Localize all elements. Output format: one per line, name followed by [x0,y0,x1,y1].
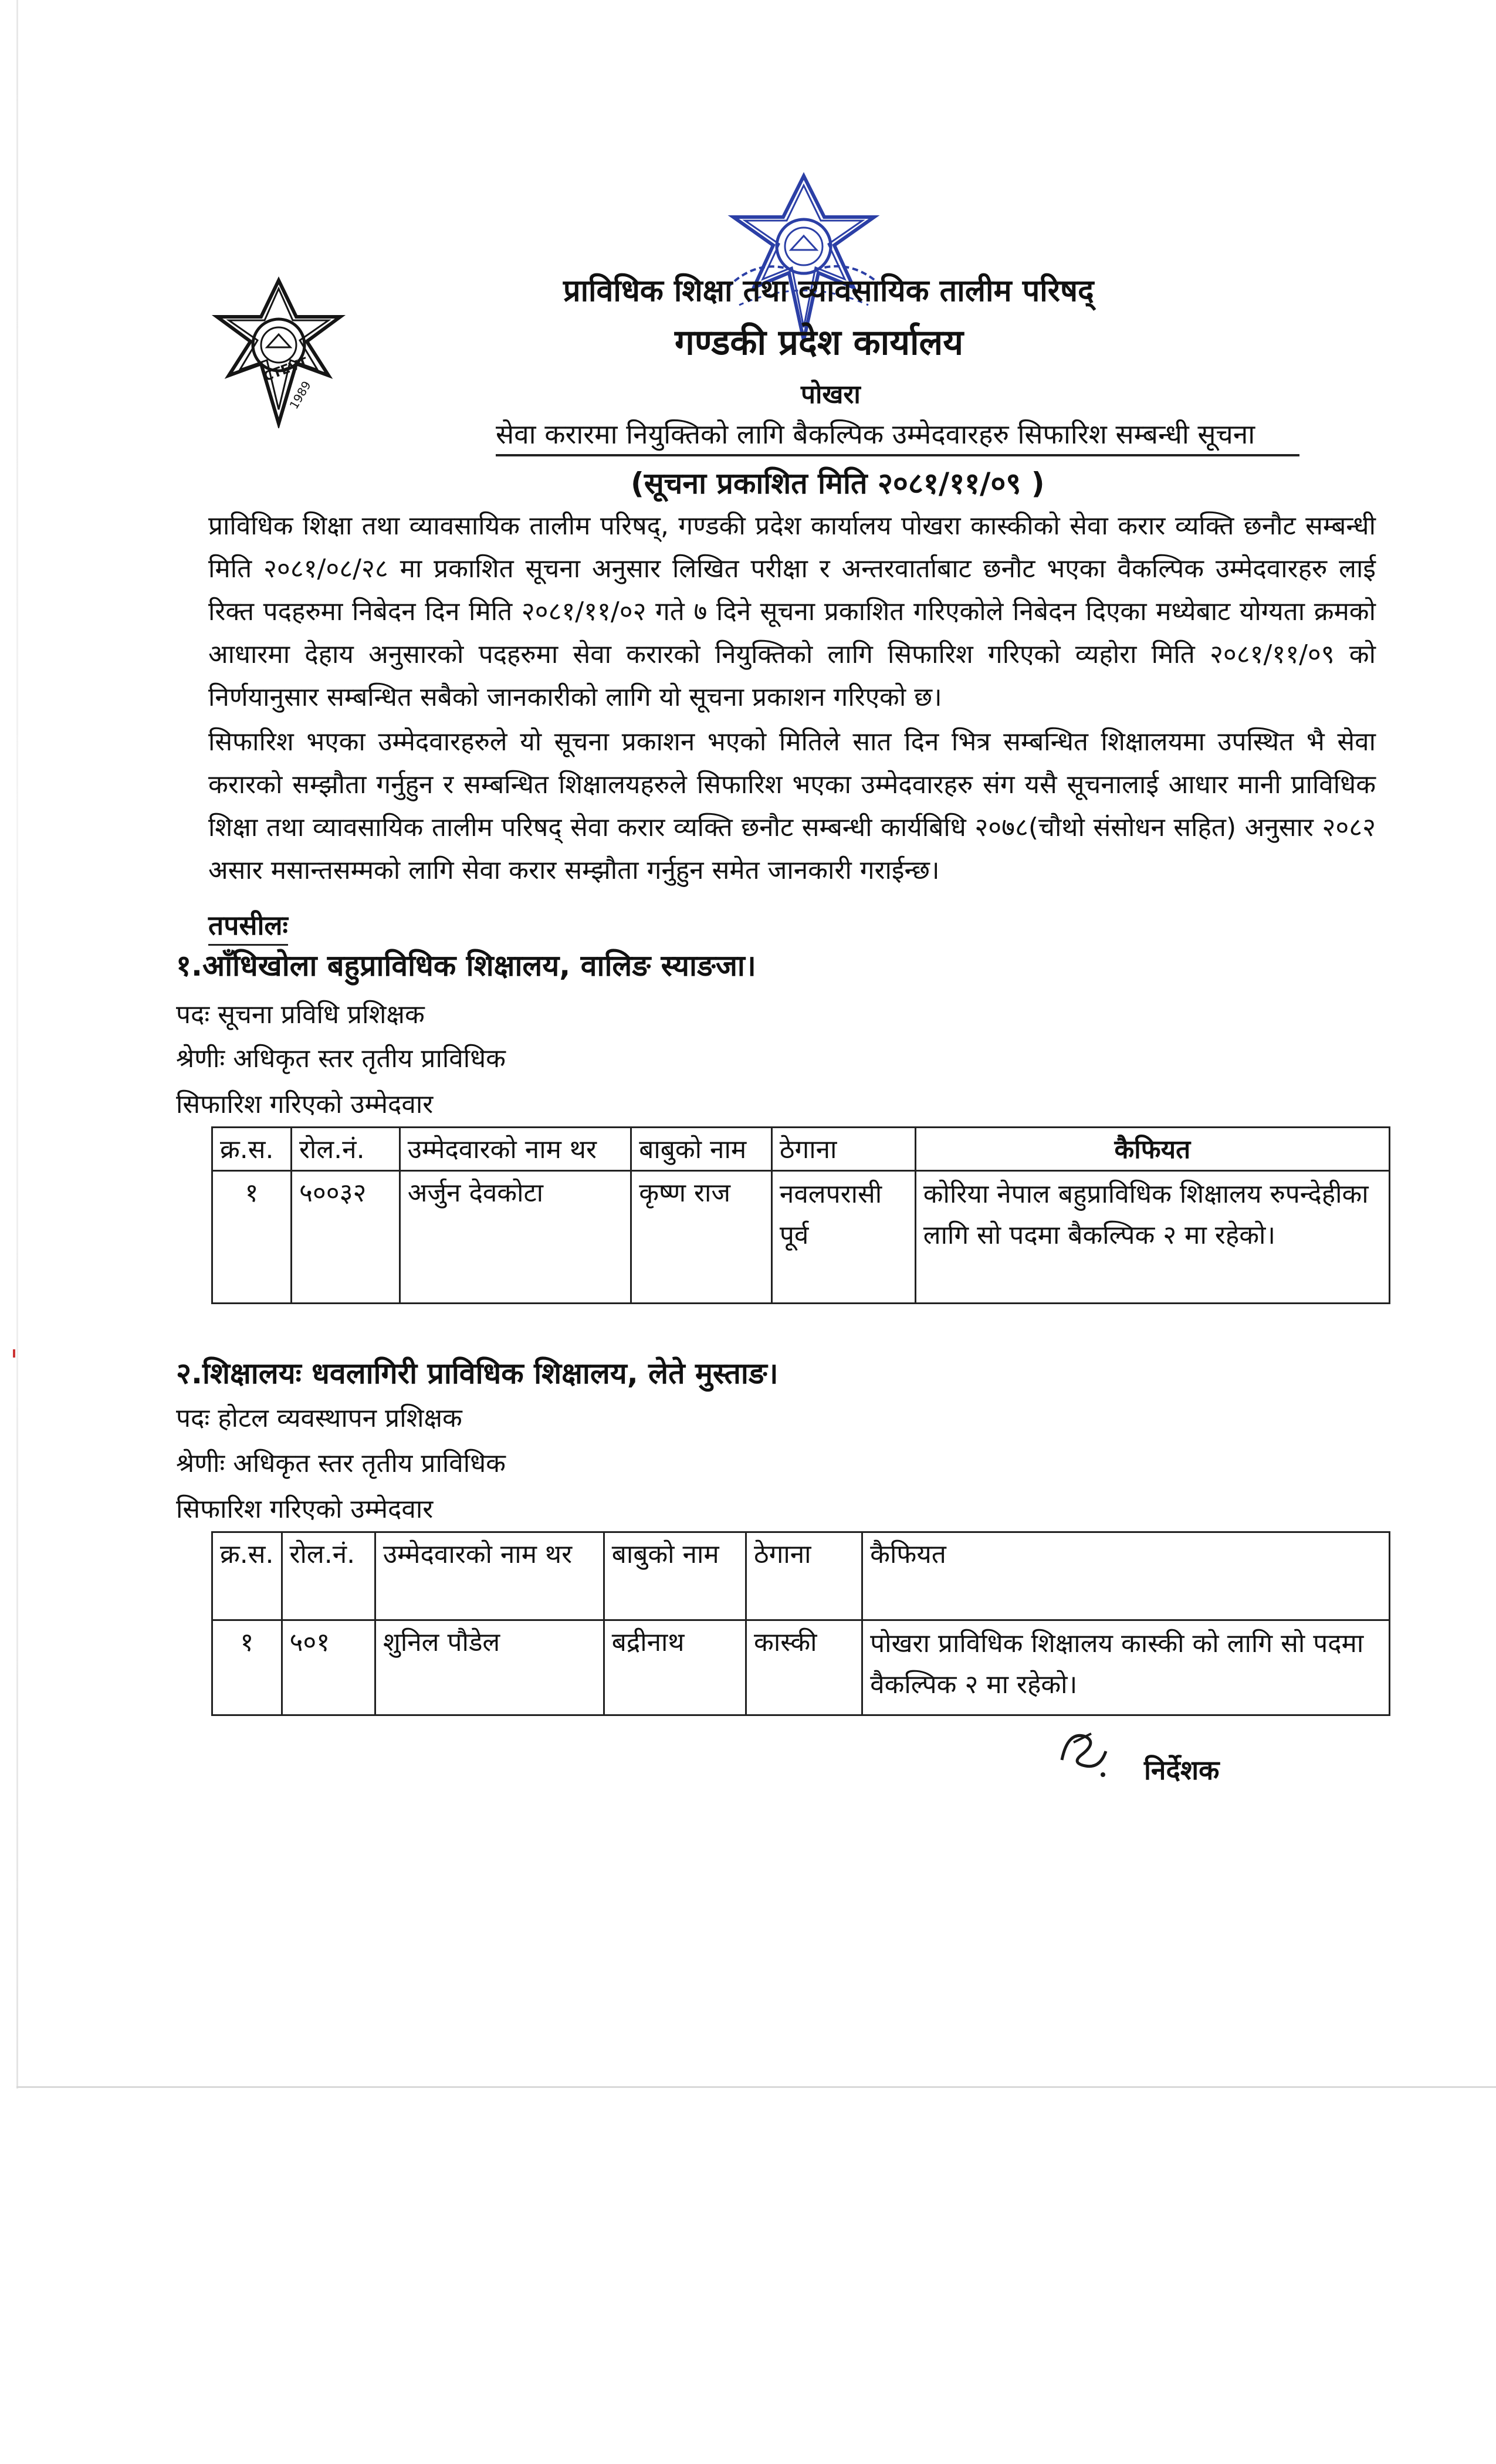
scan-speck [13,1349,15,1358]
cell-sn: १ [212,1620,282,1715]
column-header: कैफियत [915,1128,1389,1171]
scan-edge-bottom [16,2086,1496,2088]
table-row [212,1171,1390,1304]
cell-roll: ५००३२ [291,1171,400,1304]
column-header: क्र.स. [212,1128,292,1171]
table-row [212,1620,1390,1715]
column-header: ठेगाना [771,1128,915,1171]
signature-mark-icon [1050,1719,1115,1783]
column-header: रोल.नं. [282,1532,375,1620]
section-2-heading: २.शिक्षालयः धवलागिरी प्राविधिक शिक्षालय, लेते मुस्ताङ। [176,1356,779,1390]
section-2-table [211,1531,1390,1716]
section-1-table [211,1126,1390,1304]
cell-remarks: कोरिया नेपाल बहुप्राविधिक शिक्षालय रुपन्देहीका लागि सो पदमा बैकल्पिक २ मा रहेको। [915,1171,1389,1304]
body-paragraph-2: सिफारिश भएका उम्मेदवारहरुले यो सूचना प्रकाशन भएको मितिले सात दिन भित्र सम्बन्धित शिक्षालयमा उपस्थित भै सेवा करारको सम्झौता गर्नुहुन र सम्बन्धित शिक्षालयहरुले सिफारिश भएका उम्मेदवारहरु संग यसै सूचनालाई आधार मानी प्राविधिक शिक्षा तथा व्यावसायिक तालीम परिषद् सेवा करार व्यक्ति छनौट सम्बन्धी कार्यबिधि २०७८(चौथो संसोधन सहित) अनुसार २०८२ असार मसान्तसम्मको लागि सेवा करार सम्झौता गर्नुहुन समेत जानकारी गराईन्छ। [208,727,1376,885]
cell-roll: ५०१ [282,1620,375,1715]
column-header: उम्मेदवारको नाम थर [375,1532,604,1620]
table-header-row [212,1532,1390,1620]
section-2-level: श्रेणीः अधिकृत स्तर तृतीय प्राविधिक [176,1448,506,1478]
cell-name: शुनिल पौडेल [375,1620,604,1715]
column-header: बाबुको नाम [631,1128,772,1171]
column-header: क्र.स. [212,1532,282,1620]
section-1-post: पदः सूचना प्रविधि प्रशिक्षक [176,1000,425,1030]
section-2-post: पदः होटल व्यवस्थापन प्रशिक्षक [176,1403,462,1433]
cell-sn: १ [212,1171,292,1304]
section-1-level: श्रेणीः अधिकृत स्तर तृतीय प्राविधिक [176,1044,506,1074]
seal-left-text: CTEVT [262,355,310,385]
office-name: गण्डकी प्रदेश कार्यालय [675,322,964,363]
column-header: बाबुको नाम [604,1532,746,1620]
cell-father: बद्रीनाथ [604,1620,746,1715]
body-paragraph-1: प्राविधिक शिक्षा तथा व्यावसायिक तालीम परिषद्, गण्डकी प्रदेश कार्यालय पोखरा कास्कीको सेवा करार व्यक्ति छनौट सम्बन्धी मिति २०८१/०८/२८ मा प्रकाशित सूचना अनुसार लिखित परीक्षा र अन्तरवार्ताबाट छनौट भएका वैकल्पिक उम्मेदवारहरु लाई रिक्त पदहरुमा निबेदन दिन मिति २०८१/११/०२ गते ७ दिने सूचना प्रकाशित गरिएकोले निबेदन दिएका मध्येबाट योग्यता क्रमको आधारमा देहाय अनुसारको पदहरुमा सेवा करारको नियुक्तिको लागि सिफारिश गरिएको व्यहोरा मिति २०८१/११/०९ को निर्णयानुसार सम्बन्धित सबैको जानकारीको लागि यो सूचना प्रकाशन गरिएको छ। [208,511,1376,712]
seal-left-year: 1989 [286,378,314,412]
column-header: कैफियत [862,1532,1390,1620]
section-1-heading: १.आँधिखोला बहुप्राविधिक शिक्षालय, वालिङ स्याङजा। [176,949,756,983]
section-1-recommended-label: सिफारिश गरिएको उम्मेदवार [176,1089,434,1119]
office-city: पोखरा [801,380,861,409]
table-header-row [212,1128,1390,1171]
scan-edge-left [16,0,18,2089]
council-name: प्राविधिक शिक्षा तथा व्यावसायिक तालीम परिषद् [563,273,1094,309]
cell-remarks: पोखरा प्राविधिक शिक्षालय कास्की को लागि सो पदमा वैकल्पिक २ मा रहेको। [862,1620,1390,1715]
details-label: तपसीलः [208,906,288,946]
column-header: ठेगाना [746,1532,862,1620]
section-2-recommended-label: सिफारिश गरिएको उम्मेदवार [176,1494,434,1524]
column-header: उम्मेदवारको नाम थर [400,1128,631,1171]
cell-address: कास्की [746,1620,862,1715]
director-title: निर्देशक [1144,1754,1220,1786]
cell-address: नवलपरासी पूर्व [771,1171,915,1304]
notice-title: सेवा करारमा नियुक्तिको लागि बैकल्पिक उम्मेदवारहरु सिफारिश सम्बन्धी सूचना [496,415,1299,456]
cell-father: कृष्ण राज [631,1171,772,1304]
cell-name: अर्जुन देवकोटा [400,1171,631,1304]
publish-date: (सूचना प्रकाशित मिति २०८१/११/०९ ) [631,466,1045,500]
nepal-star-seal-icon [208,276,349,428]
column-header: रोल.नं. [291,1128,400,1171]
